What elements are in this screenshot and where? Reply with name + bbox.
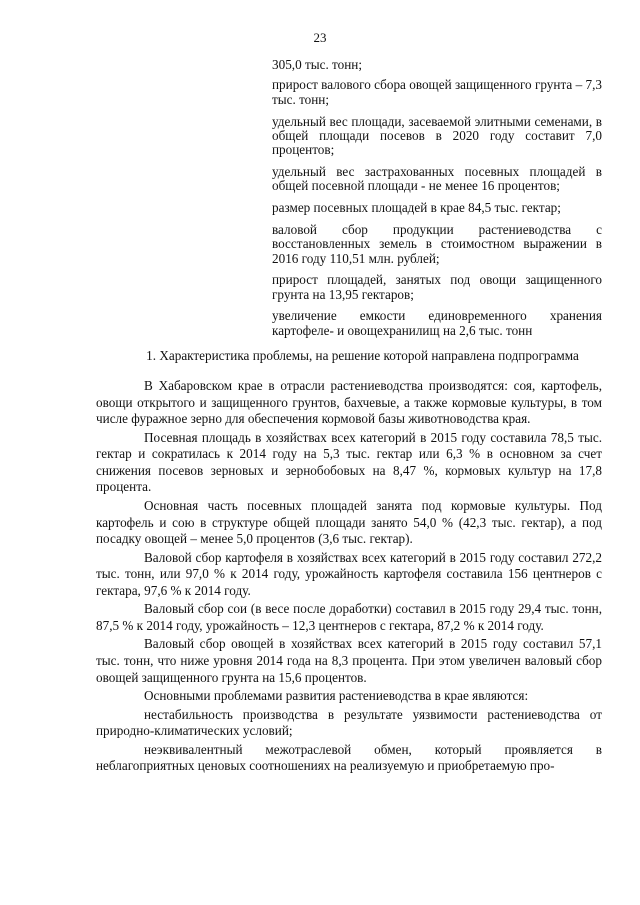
body-paragraph: Валовый сбор сои (в весе после доработки) составил в 2015 году 29,4 тыс. тонн, 87,5 % к 2014 году, урожайность – 12,3 центнеров с гектара, 87,2 % к 2014 году. bbox=[96, 601, 602, 633]
indicator-item: размер посевных площадей в крае 84,5 тыс. гектар; bbox=[272, 200, 561, 216]
section-heading: 1. Характеристика проблемы, на решение которой направлена подпрограмма bbox=[146, 348, 579, 363]
indicator-item: удельный вес площади, засеваемой элитными семенами, в общей площади посевов в 2020 году составит 7,0 процентов; bbox=[272, 113, 602, 158]
page-number: 23 bbox=[313, 30, 327, 45]
body-paragraph: Основная часть посевных площадей занята под кормовые культуры. Под картофель и сою в структуре общей площади занято 54,0 % (42,3 тыс. гектар), а под посадку овощей – менее 5,0 процентов (3,6 тыс. гектар). bbox=[96, 497, 602, 547]
indicator-item: валовой сбор продукции растениеводства с восстановленных земель в стоимостном выражении в 2016 году 110,51 млн. рублей; bbox=[272, 221, 602, 266]
indicator-item: прирост валового сбора овощей защищенного грунта – 7,3 тыс. тонн; bbox=[272, 77, 602, 107]
indicator-item: увеличение емкости единовременного хранения картофеле- и овощехранилищ на 2,6 тыс. тонн bbox=[272, 308, 602, 338]
indicator-item: прирост площадей, занятых под овощи защищенного грунта на 13,95 гектаров; bbox=[272, 272, 602, 302]
body-paragraph: В Хабаровском крае в отрасли растениеводства производятся: соя, картофель, овощи открытого и защищенного грунтов, бахчевые, а также кормовые культуры, в том числе фуражное зерно для обеспечения кормовой базы животноводства края. bbox=[96, 378, 602, 427]
indicator-item: удельный вес застрахованных посевных площадей в общей посевной площади - не менее 16 процентов; bbox=[272, 164, 602, 194]
body-paragraph: нестабильность производства в результате уязвимости растениеводства от природно-климатических условий; bbox=[96, 706, 602, 739]
body-paragraph: Основными проблемами развития растениеводства в крае являются: bbox=[144, 688, 529, 704]
indicator-item: 305,0 тыс. тонн; bbox=[272, 57, 363, 72]
body-text bbox=[96, 378, 602, 777]
body-paragraph: Валовый сбор овощей в хозяйствах всех категорий в 2015 году составил 57,1 тыс. тонн, что ниже уровня 2014 года на 8,3 процента. При этом увеличен валовый сбор овощей защищенного грунта на 15,6 процентов. bbox=[96, 636, 602, 685]
target-indicators-list bbox=[272, 58, 602, 346]
body-paragraph: Посевная площадь в хозяйствах всех категорий в 2015 году составила 78,5 тыс. гектар и сократилась к 2014 году на 5,3 тыс. гектар или 6,3 % в основном за счет снижения посевов зерновых и зернобобовых на 8,47 %, кормовых культур на 17,8 процента. bbox=[96, 429, 602, 495]
body-paragraph: неэквивалентный межотраслевой обмен, который проявляется в неблагоприятных ценовых соотношениях на реализуемую и приобретаемую про- bbox=[96, 741, 602, 774]
body-paragraph: Валовой сбор картофеля в хозяйствах всех категорий в 2015 году составил 272,2 тыс. тонн, или 97,0 % к 2014 году, урожайность картофеля составила 156 центнеров с гектара, 97,6 % к 2014 году. bbox=[96, 549, 602, 598]
